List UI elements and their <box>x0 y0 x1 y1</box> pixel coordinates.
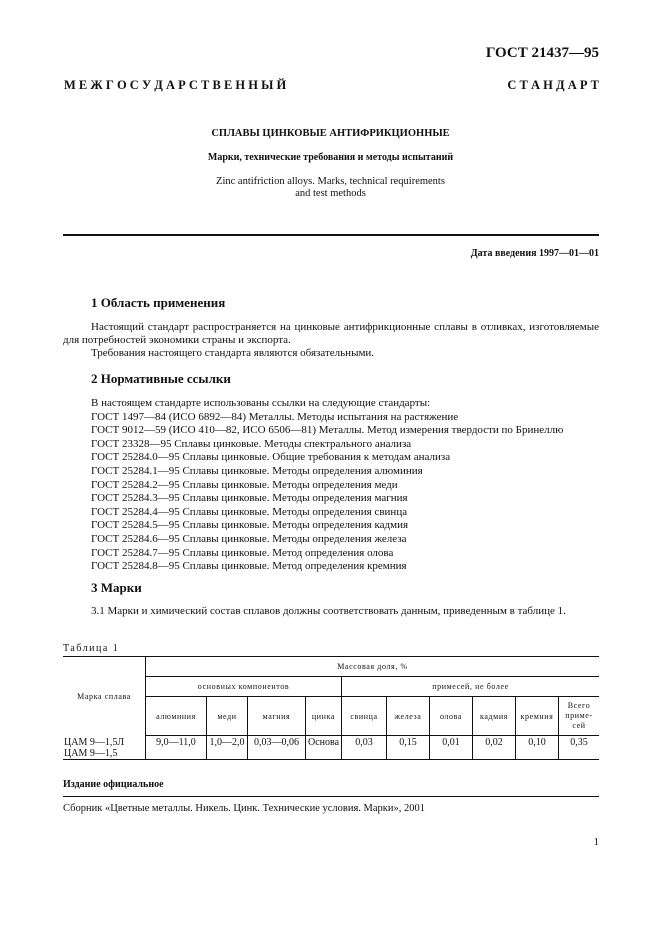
standard-banner <box>64 78 599 93</box>
col-header-cadmium: кадмия <box>473 697 516 736</box>
references-intro: В настоящем стандарте использованы ссылки на следующие стандарты: <box>91 397 431 409</box>
header-rule <box>63 234 599 236</box>
page-number: 1 <box>593 836 599 848</box>
section-1-paragraph-2 <box>63 347 599 360</box>
introduction-date: Дата введения 1997—01—01 <box>470 248 599 259</box>
value-total-impurities: 0,35 <box>559 736 600 760</box>
col-header-silicon: кремния <box>516 697 559 736</box>
section-3-paragraph-1 <box>63 605 599 618</box>
header-main-components: основных компонентов <box>146 677 342 697</box>
reference-item: ГОСТ 25284.3—95 Сплавы цинковые. Методы определения магния <box>91 492 408 505</box>
gost-number: ГОСТ 21437—95 <box>485 45 599 61</box>
reference-item: ГОСТ 25284.7—95 Сплавы цинковые. Метод определения олова <box>91 546 394 559</box>
total-impurities-line-1: Всего <box>567 701 591 710</box>
reference-item: ГОСТ 25284.0—95 Сплавы цинковые. Общие требования к методам анализа <box>91 451 451 464</box>
alloy-composition-table <box>63 656 599 760</box>
document-subtitle: Марки, технические требования и методы испытаний <box>207 152 454 163</box>
total-impurities-line-2: приме- <box>565 711 593 720</box>
section-1-paragraph-2-text: Требования настоящего стандарта являются обязательными. <box>91 347 375 359</box>
reference-item: ГОСТ 25284.5—95 Сплавы цинковые. Методы определения кадмия <box>91 519 409 532</box>
english-title-line-1: Zinc antifriction alloys. Marks, technical requirements <box>216 176 445 187</box>
english-title-line-2: and test methods <box>295 188 366 199</box>
reference-item: ГОСТ 1497—84 (ИСО 6892—84) Металлы. Методы испытания на растяжение <box>91 410 459 423</box>
reference-item: ГОСТ 25284.8—95 Сплавы цинковые. Метод определения кремния <box>91 560 407 573</box>
alloy-grade-1: ЦАМ 9—1,5Л <box>64 736 125 748</box>
table-row <box>63 736 599 760</box>
section-1-paragraph-1 <box>63 321 599 347</box>
reference-item: ГОСТ 25284.2—95 Сплавы цинковые. Методы определения меди <box>91 478 398 491</box>
value-tin: 0,01 <box>430 736 473 760</box>
total-impurities-line-3: сей <box>572 721 586 730</box>
value-lead: 0,03 <box>342 736 387 760</box>
value-magnesium: 0,03—0,06 <box>248 736 306 760</box>
col-header-total-impurities <box>559 697 600 736</box>
collection-source: Сборник «Цветные металлы. Никель. Цинк. Технические условия. Марки», 2001 <box>63 803 426 814</box>
document-title: СПЛАВЫ ЦИНКОВЫЕ АНТИФРИКЦИОННЫЕ <box>211 128 450 139</box>
reference-item: ГОСТ 9012—59 (ИСО 410—82, ИСО 6506—81) Металлы. Метод измерения твердости по Бринеллю <box>91 424 564 437</box>
value-zinc: Основа <box>306 736 342 760</box>
header-mass-fraction: Массовая доля, % <box>146 657 600 677</box>
english-title <box>0 176 661 200</box>
col-header-tin: олова <box>430 697 473 736</box>
col-header-zinc: цинка <box>306 697 342 736</box>
col-header-lead: свинца <box>342 697 387 736</box>
section-3-heading: 3 Марки <box>91 580 142 595</box>
value-cadmium: 0,02 <box>473 736 516 760</box>
col-header-grade: Марка сплава <box>63 657 146 736</box>
section-2-heading: 2 Нормативные ссылки <box>91 371 231 386</box>
footer-rule <box>63 796 599 797</box>
banner-word-1: М Е Ж Г О С У Д А Р С Т В Е Н Н Ы Й <box>64 78 287 92</box>
section-3-paragraph-1-text: 3.1 Марки и химический состав сплавов должны соответствовать данным, приведенным в таблице 1. <box>91 605 566 617</box>
official-edition-label: Издание официальное <box>63 779 164 790</box>
value-aluminium: 9,0—11,0 <box>146 736 207 760</box>
reference-item: ГОСТ 25284.6—95 Сплавы цинковые. Методы определения железа <box>91 532 407 545</box>
col-header-copper: меди <box>207 697 248 736</box>
col-header-magnesium: магния <box>248 697 306 736</box>
alloy-grade-cell <box>63 736 146 760</box>
value-copper: 1,0—2,0 <box>207 736 248 760</box>
col-header-aluminium: алюминия <box>146 697 207 736</box>
section-1-paragraph-1-text: Настоящий стандарт распространяется на цинковые антифрикционные сплавы в отливках, изготовляемые для потребностей экономики страны и экспорта. <box>63 321 599 346</box>
reference-item: ГОСТ 23328—95 Сплавы цинковые. Методы спектрального анализа <box>91 437 412 450</box>
reference-list <box>91 397 563 574</box>
header-impurities: примесей, не более <box>342 677 600 697</box>
banner-word-2: С Т А Н Д А Р Т <box>507 78 599 92</box>
reference-item: ГОСТ 25284.1—95 Сплавы цинковые. Методы определения алюминия <box>91 464 423 477</box>
col-header-iron: железа <box>387 697 430 736</box>
alloy-grade-2: ЦАМ 9—1,5 <box>64 747 118 759</box>
section-1-heading: 1 Область применения <box>91 295 226 310</box>
table-1-label: Таблица 1 <box>63 643 120 654</box>
value-silicon: 0,10 <box>516 736 559 760</box>
value-iron: 0,15 <box>387 736 430 760</box>
reference-item: ГОСТ 25284.4—95 Сплавы цинковые. Методы определения свинца <box>91 505 408 518</box>
